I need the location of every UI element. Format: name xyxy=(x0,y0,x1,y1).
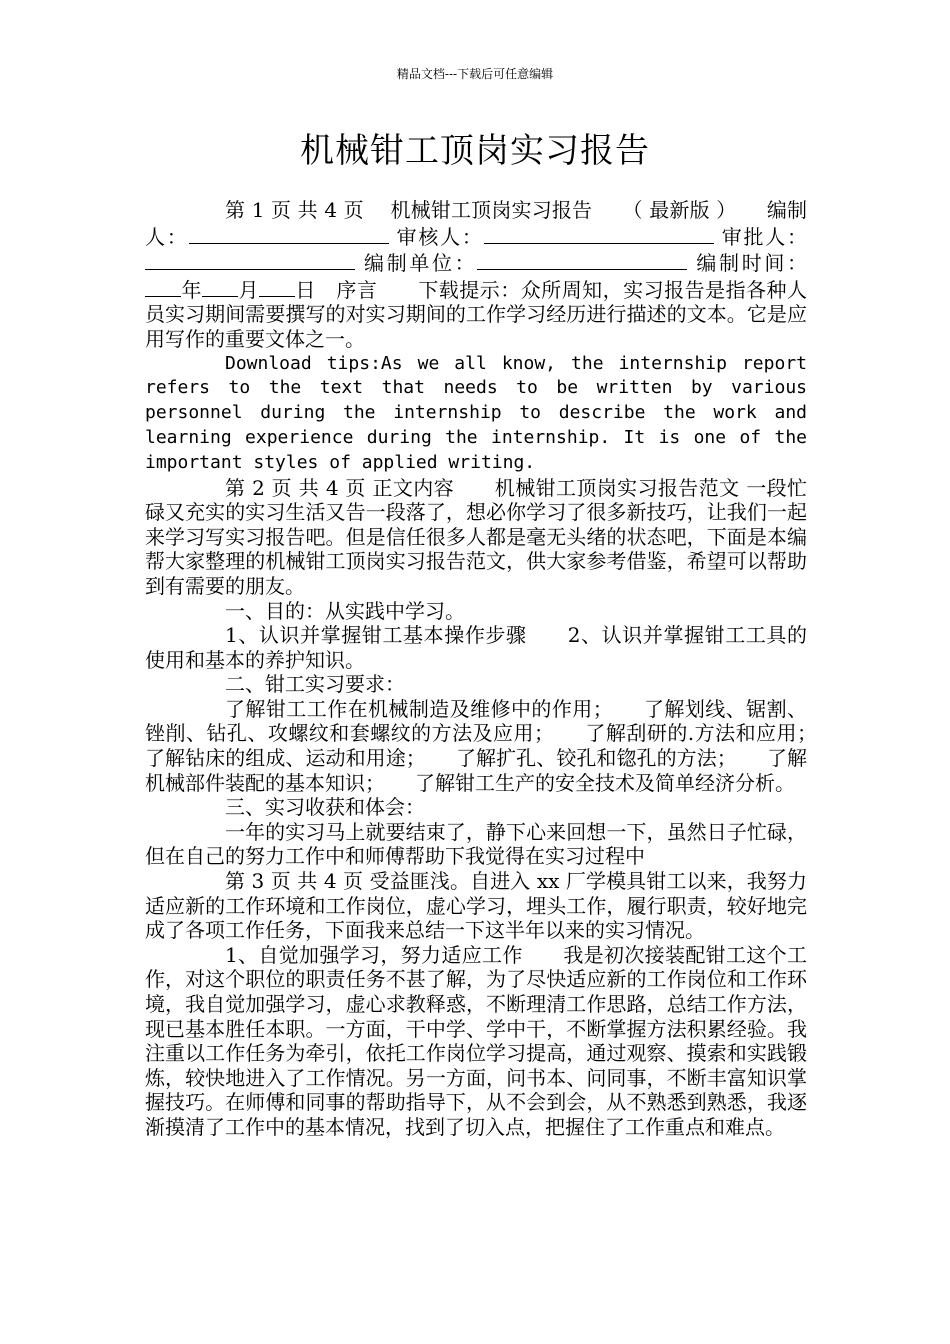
document-body xyxy=(145,198,847,1140)
paragraph-6: 1、自觉加强学习，努力适应工作 我是初次接装配钳工这个工作，对这个职位的职责任务不甚了解，为了尽快适应新的工作岗位和工作环境，我自觉加强学习，虚心求教释惑，不断理清工作思路，总结工作方法，现已基本胜任本职。一方面，干中学、学中干，不断掌握方法积累经验。我注重以工作任务为牵引，依托工作岗位学习提高，通过观察、摸索和实践锻炼，较快地进入了工作情况。另一方面，问书本、问同事，不断丰富知识掌握技巧。在师傅和同事的帮助指导下，从不会到会，从不熟悉到熟悉，我逐渐摸清了工作中的基本情况，找到了切入点，把握住了工作重点和难点。 xyxy=(145,942,807,1139)
year-label: 年 xyxy=(181,277,202,302)
meta-block xyxy=(145,198,807,352)
author-blank xyxy=(189,223,389,244)
paragraph-4: 一年的实习马上就要结束了，静下心来回想一下，虽然日子忙碌，但在自己的努力工作中和师傅帮助下我觉得在实习过程中 xyxy=(145,819,807,869)
paragraph-1: 第 2 页 共 4 页 正文内容 机械钳工顶岗实习报告范文 一段忙碌又充实的实习生活又告一段落了，想必你学习了很多新技巧，让我们一起来学习写实习报告吧。但是信任很多人都是毫无头绪的状态吧，下面是本编帮大家整理的机械钳工顶岗实习报告范文，供大家参考借鉴，希望可以帮助到有需要的朋友。 xyxy=(145,475,807,598)
reviewer-blank xyxy=(484,223,684,244)
paragraph-5: 第 3 页 共 4 页 受益匪浅。自进入 xx 厂学模具钳工以来，我努力适应新的工作环境和工作岗位，虚心学习，埋头工作，履行职责，较好地完成了各项工作任务，下面我来总结一下这半年以来的实习情况。 xyxy=(145,869,807,943)
unit-label: 编制单位： xyxy=(364,251,478,276)
section-heading-2: 二、钳工实习要求： xyxy=(225,672,405,697)
section-heading-1: 一、目的：从实践中学习。 xyxy=(225,598,465,623)
meta-line1: 第 1 页 共 4 页 机械钳工顶岗实习报告 （ 最新版 ） 编制人： xyxy=(145,198,807,249)
paragraph-3: 了解钳工工作在机械制造及维修中的作用； 了解划线、锯割、锉削、钻孔、攻螺纹和套螺纹的方法及应用； 了解刮研的.方法和应用； 了解钻床的组成、运动和用途； 了解扩孔、铰孔和锪孔的方法； 了解机械部件装配的基本知识； 了解钳工生产的安全技术及简单经济分析。 xyxy=(145,696,847,795)
year-blank xyxy=(145,276,181,297)
preface-text: 序言 下载提示：众所周知，实习报告是指各种人员实习期间需要撰写的对实习期间的工作学习经历进行描述的文本。它是应用写作的重要文体之一。 xyxy=(145,277,808,351)
reviewer-blank-cont xyxy=(684,223,714,244)
reviewer-label: 审核人： xyxy=(396,224,484,249)
page-header: 精品文档---下载后可任意编辑 xyxy=(396,67,554,81)
section-heading-3: 三、实习收获和体会： xyxy=(225,795,425,820)
unit-blank xyxy=(477,249,687,270)
day-label: 日 xyxy=(294,277,316,302)
english-paragraph: Download tips:As we all know, the internship report refers to the text that needs to be written by various personnel during the internship to describe the work and learning experience during the internship. It is one of the important styles of applied writing. xyxy=(145,352,807,473)
date-label: 编制时间： xyxy=(696,251,808,276)
document-title: 机械钳工顶岗实习报告 xyxy=(300,131,650,171)
paragraph-2: 1、认识并掌握钳工基本操作步骤 2、认识并掌握钳工工具的使用和基本的养护知识。 xyxy=(145,623,807,672)
month-blank xyxy=(202,276,238,297)
approver-blank xyxy=(145,249,355,270)
month-label: 月 xyxy=(237,277,259,302)
day-blank xyxy=(259,276,295,297)
approver-label: 审批人： xyxy=(721,224,808,249)
